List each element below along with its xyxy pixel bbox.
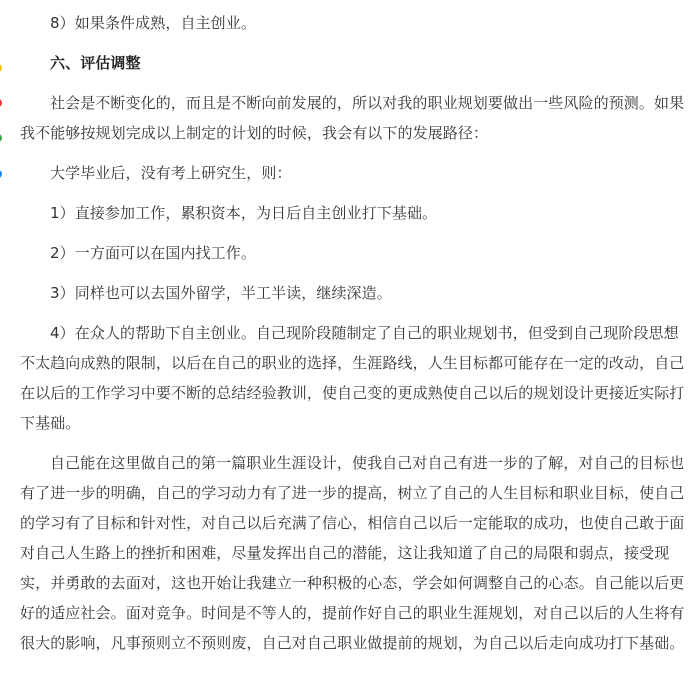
paragraph-item-8: 8）如果条件成熟，自主创业。 [50,14,256,32]
decorative-dot-red [0,99,2,107]
section-heading-evaluation: 六、评估调整 [50,54,141,72]
paragraph-option-2: 2）一方面可以在国内找工作。 [50,244,256,262]
decorative-dot-green [0,134,2,142]
paragraph-after-graduation: 大学毕业后，没有考上研究生，则： [50,164,292,182]
paragraph-option-4: 4）在众人的帮助下自主创业。自己现阶段随制定了自己的职业规划书，但受到自己现阶段思想不太趋向成熟的限制，以后在自己的职业的选择，生涯路线，人生目标都可能存在一定的改动，自己在以后的工作学习中要不断的总结经验教训，使自己变的更成熟使自己以后的规划设计更接近实际打下基础。 [20,324,685,432]
decorative-dot-blue [0,170,2,178]
decorative-dot-yellow [0,64,2,72]
paragraph-option-1: 1）直接参加工作，累积资本，为日后自主创业打下基础。 [50,204,438,222]
article-body [20,8,686,668]
paragraph-conclusion: 自己能在这里做自己的第一篇职业生涯设计，使我自己对自己有进一步的了解，对自己的目标也有了进一步的明确，自己的学习动力有了进一步的提高，树立了自己的人生目标和职业目标，使自己的学习有了目标和针对性，对自己以后充满了信心，相信自己以后一定能取的成功，也使自己敢于面对自己人生路上的挫折和困难，尽量发挥出自己的潜能，这让我知道了自己的局限和弱点，接受现实，并勇敢的去面对，这也开始让我建立一种积极的心态，学会如何调整自己的心态。自己能以后更好的适应社会。面对竞争。时间是不等人的，提前作好自己的职业生涯规划，对自己以后的人生将有很大的影响，凡事预则立不预则废，自己对自己职业做提前的规划，为自己以后走向成功打下基础。 [20,454,685,652]
paragraph-risk-intro: 社会是不断变化的，而且是不断向前发展的，所以对我的职业规划要做出一些风险的预测。如果我不能够按规划完成以上制定的计划的时候，我会有以下的发展路径： [20,94,685,142]
paragraph-option-3: 3）同样也可以去国外留学，半工半读，继续深造。 [50,284,392,302]
